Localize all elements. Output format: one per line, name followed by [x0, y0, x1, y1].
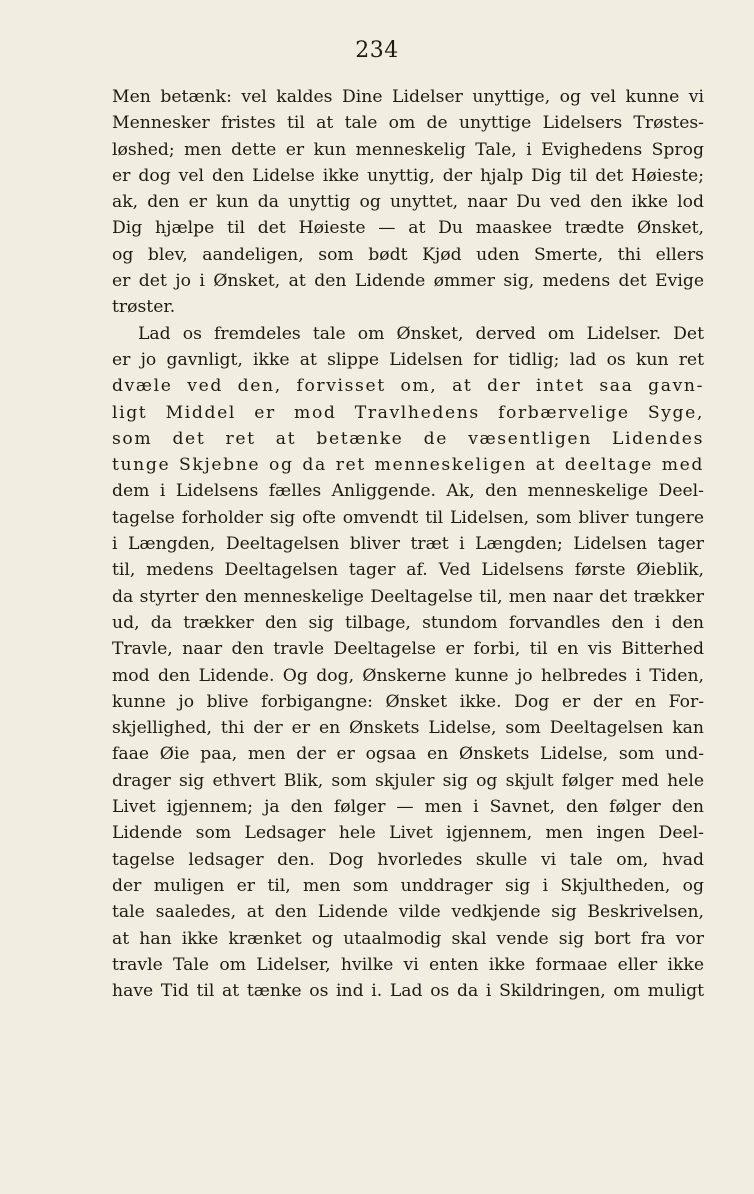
page-number: 234 [355, 38, 399, 63]
text-line: ud, da trækker den sig tilbage, stundom forvandles den i den [112, 612, 704, 633]
text-line: til, medens Deeltagelsen tager af. Ved Lidelsens første Øieblik, [112, 560, 704, 581]
text-line: tagelse forholder sig ofte omvendt til Lidelsen, som bliver tungere [112, 507, 704, 528]
text-line: er jo gavnligt, ikke at slippe Lidelsen for tidlig; lad os kun ret [112, 349, 704, 370]
text-line: er dog vel den Lidelse ikke unyttig, der hjalp Dig til det Høieste; [112, 165, 704, 186]
text-line: der muligen er til, men som unddrager sig i Skjultheden, og [112, 875, 704, 896]
text-line: og blev, aandeligen, som bødt Kjød uden Smerte, thi ellers [112, 244, 704, 265]
text-line: som det ret at betænke de væsentligen Lidendes [112, 428, 704, 449]
text-line: tale saaledes, at den Lidende vilde vedkjende sig Beskrivelsen, [112, 902, 704, 923]
text-line: drager sig ethvert Blik, som skjuler sig og skjult følger med hele [112, 770, 704, 791]
text-line: dem i Lidelsens fælles Anliggende. Ak, den menneskelige Deel- [112, 481, 704, 502]
text-line: faae Øie paa, men der er ogsaa en Ønskets Lidelse, som und- [112, 744, 704, 765]
text-line: da styrter den menneskelige Deeltagelse til, men naar det trækker [112, 586, 704, 607]
text-line: have Tid til at tænke os ind i. Lad os da i Skildringen, om muligt [112, 981, 704, 1002]
text-line: travle Tale om Lidelser, hvilke vi enten ikke formaae eller ikke [112, 954, 704, 975]
text-line: løshed; men dette er kun menneskelig Tale, i Evighedens Sprog [112, 139, 704, 160]
text-line: Lidende som Ledsager hele Livet igjennem, men ingen Deel- [112, 823, 704, 844]
text-line: Travle, naar den travle Deeltagelse er forbi, til en vis Bitterhed [112, 639, 704, 660]
text-line: trøster. [112, 297, 176, 318]
text-line: i Længden, Deeltagelsen bliver træt i Længden; Lidelsen tager [112, 534, 704, 555]
text-line: dvæle ved den, forvisset om, at der intet saa gavn- [112, 376, 704, 397]
text-line: Livet igjennem; ja den følger — men i Savnet, den følger den [112, 797, 704, 818]
text-line: tunge Skjebne og da ret menneskeligen at deeltage med [112, 455, 704, 476]
text-line: Dig hjælpe til det Høieste — at Du maaskee trædte Ønsket, [112, 218, 704, 239]
text-line: ligt Middel er mod Travlhedens forbærvelige Syge, [112, 402, 704, 423]
text-line: er det jo i Ønsket, at den Lidende ømmer sig, medens det Evige [112, 271, 704, 292]
text-line: Mennesker fristes til at tale om de unyttige Lidelsers Trøstes- [112, 113, 704, 134]
text-line: tagelse ledsager den. Dog hvorledes skulle vi tale om, hvad [112, 849, 704, 870]
body-text [112, 84, 704, 1004]
text-line: Men betænk: vel kaldes Dine Lidelser unyttige, og vel kunne vi [112, 87, 704, 107]
text-line: Lad os fremdeles tale om Ønsket, derved om Lidelser. Det [138, 323, 704, 344]
text-line: skjellighed, thi der er en Ønskets Lidelse, som Deeltagelsen kan [112, 718, 704, 739]
text-line: mod den Lidende. Og dog, Ønskerne kunne jo helbredes i Tiden, [112, 665, 704, 686]
text-line: ak, den er kun da unyttig og unyttet, naar Du ved den ikke lod [112, 192, 704, 213]
text-line: kunne jo blive forbigangne: Ønsket ikke. Dog er der en For- [112, 691, 704, 712]
text-line: at han ikke krænket og utaalmodig skal vende sig bort fra vor [112, 928, 704, 949]
